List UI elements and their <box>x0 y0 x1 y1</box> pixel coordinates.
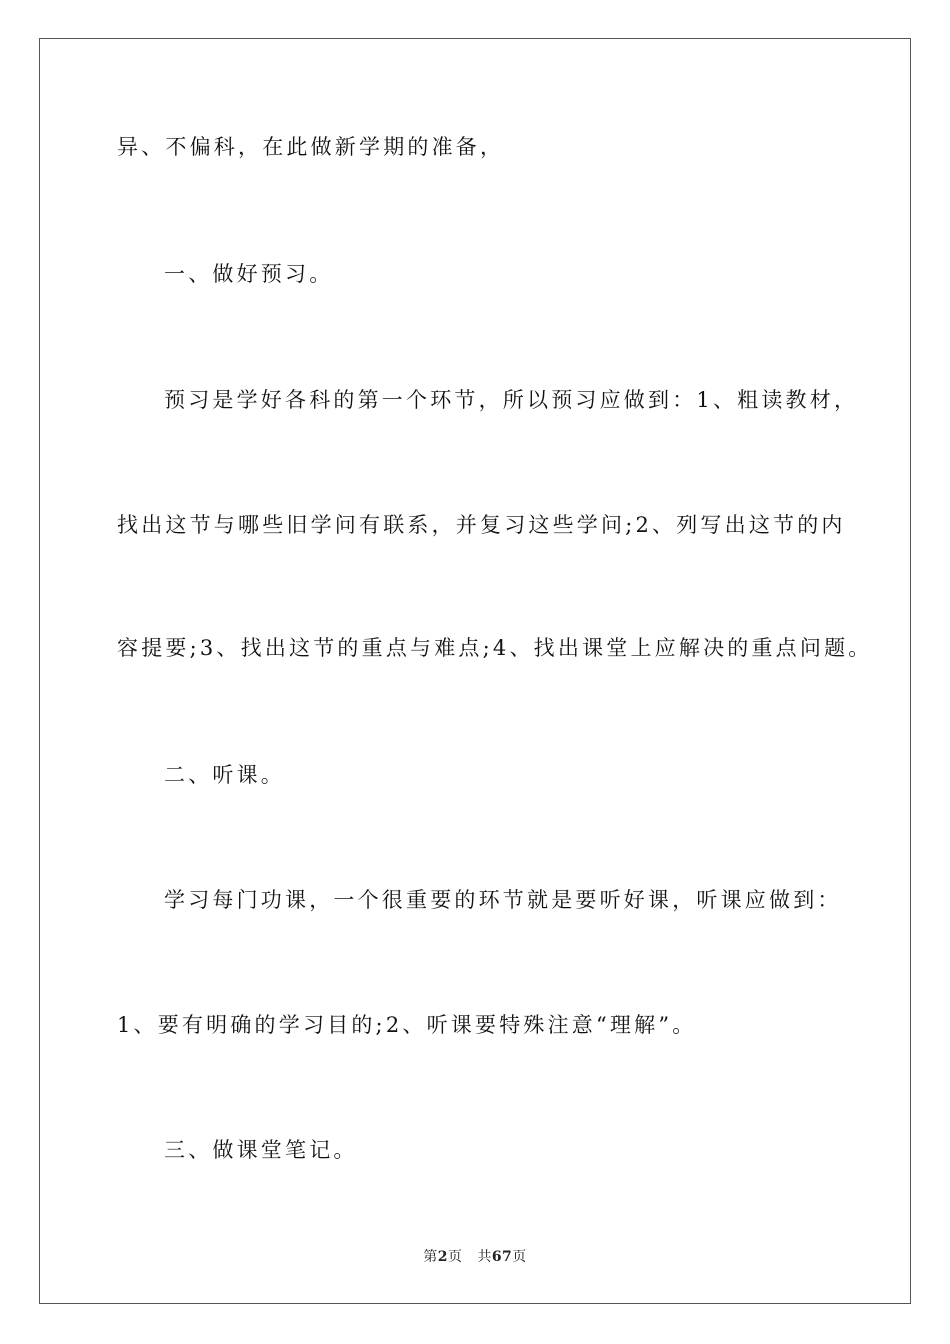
page-footer <box>0 1246 950 1266</box>
section-heading-1: 一、做好预习。 <box>164 262 334 286</box>
paragraph-line-1: 预习是学好各科的第一个环节，所以预习应做到：1、粗读教材， <box>164 388 859 412</box>
total-prefix: 共 <box>477 1249 492 1265</box>
paragraph-line-4: 学习每门功课，一个很重要的环节就是要听好课，听课应做到： <box>164 888 842 912</box>
text-line-1: 异、不偏科，在此做新学期的准备， <box>117 135 505 159</box>
page-border <box>39 38 911 1304</box>
total-suffix: 页 <box>512 1249 527 1265</box>
paragraph-line-2: 找出这节与哪些旧学问有联系，并复习这些学问;2、列写出这节的内 <box>117 513 846 537</box>
section-heading-3: 三、做课堂笔记。 <box>164 1138 358 1162</box>
paragraph-line-3: 容提要;3、找出这节的重点与难点;4、找出课堂上应解决的重点问题。 <box>117 636 873 660</box>
page-suffix: 页 <box>447 1249 463 1265</box>
total-pages: 67 <box>491 1249 513 1265</box>
section-heading-2: 二、听课。 <box>164 763 285 787</box>
page-prefix: 第 <box>423 1249 438 1265</box>
page-number: 2 <box>437 1249 448 1265</box>
paragraph-line-5: 1、要有明确的学习目的;2、听课要特殊注意“理解”。 <box>117 1013 697 1037</box>
